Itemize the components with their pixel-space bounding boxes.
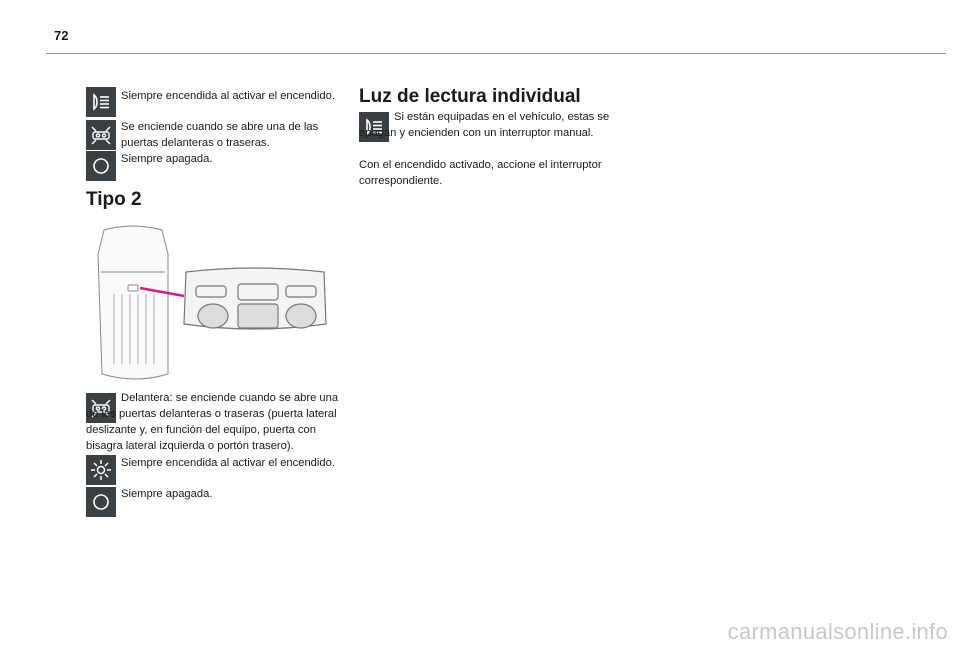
item-text: Siempre encendida al activar el encendido.: [121, 457, 335, 469]
sun-light-icon: [86, 455, 116, 485]
roof-light-illustration: [92, 224, 332, 384]
door-light-icon: [86, 120, 116, 150]
item-text: Se enciende cuando se abre una de las puertas delanteras o traseras.: [121, 121, 319, 149]
section-heading: Luz de lectura individual: [359, 86, 581, 107]
light-off-icon: [86, 151, 116, 181]
item-text: Siempre apagada.: [121, 488, 213, 500]
watermark: carmanualsonline.info: [727, 619, 948, 644]
body-text: Si están equipadas en el vehículo, estas se apagan y encienden con un interruptor manual.: [359, 111, 610, 139]
item-text: Siempre apagada.: [121, 153, 213, 165]
roof-console: [184, 268, 326, 329]
item-text: Siempre encendida al activar el encendido.: [121, 90, 335, 102]
body-text: Con el encendido activado, accione el interruptor correspondiente.: [359, 159, 602, 187]
van-top-view: [98, 226, 168, 379]
light-off-icon: [86, 487, 116, 517]
section-heading: Tipo 2: [86, 189, 142, 210]
page-number: 72: [54, 28, 69, 43]
item-text: Delantera: se enciende cuando se abre una de las puertas delanteras o traseras (puerta lateral deslizante y, en función del equipo, puerta con bisagra lateral izquierda o portón trasero).: [86, 392, 339, 452]
header-divider: [46, 53, 946, 54]
dome-light-on-icon: [86, 87, 116, 117]
